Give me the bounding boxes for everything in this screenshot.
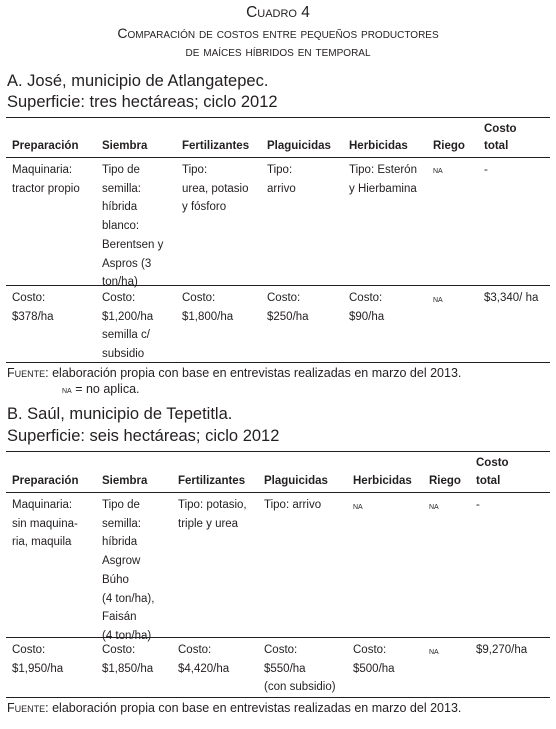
col-header-preparacion: Preparación [12, 140, 79, 152]
b-row1-riego: na [429, 500, 439, 512]
col-header-total: total [476, 475, 501, 487]
b-row2-costo: $9,270/ha [476, 644, 528, 656]
b-row1-costo: - [476, 499, 480, 511]
section-b-row-rule [6, 637, 550, 638]
section-b-title: B. Saúl, municipio de Tepetitla. [7, 405, 233, 423]
b-row2-preparacion: Costo: $1,950/ha [12, 644, 64, 675]
section-b-source: Fuente: elaboración propia con base en entrevistas realizadas en marzo del 2013. [7, 701, 462, 715]
col-header-plaguicidas: Plaguicidas [264, 475, 328, 487]
col-header-herbicidas: Herbicidas [353, 475, 412, 487]
section-a-top-rule [6, 117, 550, 118]
section-a-source: Fuente: elaboración propia con base en entrevistas realizadas en marzo del 2013. [7, 366, 462, 380]
col-header-fertilizantes: Fertilizantes [182, 140, 250, 152]
a-row2-riego: na [433, 293, 443, 305]
section-a-na-note: na = no aplica. [62, 382, 140, 396]
table-number: Cuadro 4 [246, 4, 310, 21]
b-row1-herbicidas: na [353, 500, 363, 512]
section-b-subtitle: Superficie: seis hectáreas; ciclo 2012 [7, 427, 280, 445]
a-row1-costo: - [484, 164, 488, 176]
col-header-costo: Costo [484, 123, 517, 135]
section-b-bottom-rule [6, 697, 550, 698]
b-row1-fertilizantes: Tipo: potasio, triple y urea [178, 499, 247, 530]
section-a-bottom-rule [6, 362, 550, 363]
section-a-subtitle: Superficie: tres hectáreas; ciclo 2012 [7, 93, 278, 111]
col-header-total: total [484, 140, 509, 152]
b-row2-plaguicidas: Costo: $550/ha (con subsidio) [264, 644, 336, 694]
a-row1-herbicidas: Tipo: Esterón y Hierbamina [349, 164, 417, 195]
a-row2-herbicidas: Costo: $90/ha [349, 292, 385, 323]
col-header-fertilizantes: Fertilizantes [178, 475, 246, 487]
a-row1-riego: na [433, 164, 443, 176]
col-header-preparacion: Preparación [12, 475, 79, 487]
a-row2-siembra: Costo: $1,200/ha semilla c/ subsidio [102, 292, 154, 361]
section-a-header-rule [6, 157, 550, 158]
a-row2-preparacion: Costo: $378/ha [12, 292, 54, 323]
a-row1-plaguicidas: Tipo: arrivo [267, 164, 296, 195]
col-header-riego: Riego [433, 140, 465, 152]
col-header-siembra: Siembra [102, 140, 148, 152]
col-header-plaguicidas: Plaguicidas [267, 140, 331, 152]
col-header-siembra: Siembra [102, 475, 148, 487]
a-row2-costo: $3,340/ ha [484, 292, 539, 304]
a-row2-fertilizantes: Costo: $1,800/ha [182, 292, 234, 323]
table-title-line2: de maíces híbridos en temporal [185, 43, 371, 59]
b-row1-preparacion: Maquinaria: sin maquina- ria, maquila [12, 499, 78, 549]
a-row2-plaguicidas: Costo: $250/ha [267, 292, 309, 323]
b-row1-siembra: Tipo de semilla: híbrida Asgrow Búho (4 ton/ha), Faisán (4 ton/ha) [102, 499, 155, 643]
section-b-top-rule [6, 451, 550, 452]
col-header-herbicidas: Herbicidas [349, 140, 408, 152]
b-row1-plaguicidas: Tipo: arrivo [264, 499, 322, 511]
col-header-costo: Costo [476, 457, 509, 469]
b-row2-riego: na [429, 645, 439, 657]
section-b-header-rule [6, 492, 550, 493]
a-row1-preparacion: Maquinaria: tractor propio [12, 164, 80, 195]
col-header-riego: Riego [429, 475, 461, 487]
b-row2-fertilizantes: Costo: $4,420/ha [178, 644, 230, 675]
a-row1-siembra: Tipo de semilla: híbrida blanco: Berentsen y Aspros (3 ton/ha) [102, 164, 164, 289]
a-row1-fertilizantes: Tipo: urea, potasio y fósforo [182, 164, 249, 214]
b-row2-siembra: Costo: $1,850/ha [102, 644, 154, 675]
section-a-title: A. José, municipio de Atlangatepec. [7, 72, 269, 90]
table-title-line1: Comparación de costos entre pequeños productores [117, 25, 439, 41]
b-row2-herbicidas: Costo: $500/ha [353, 644, 395, 675]
section-a-row-rule [6, 285, 550, 286]
